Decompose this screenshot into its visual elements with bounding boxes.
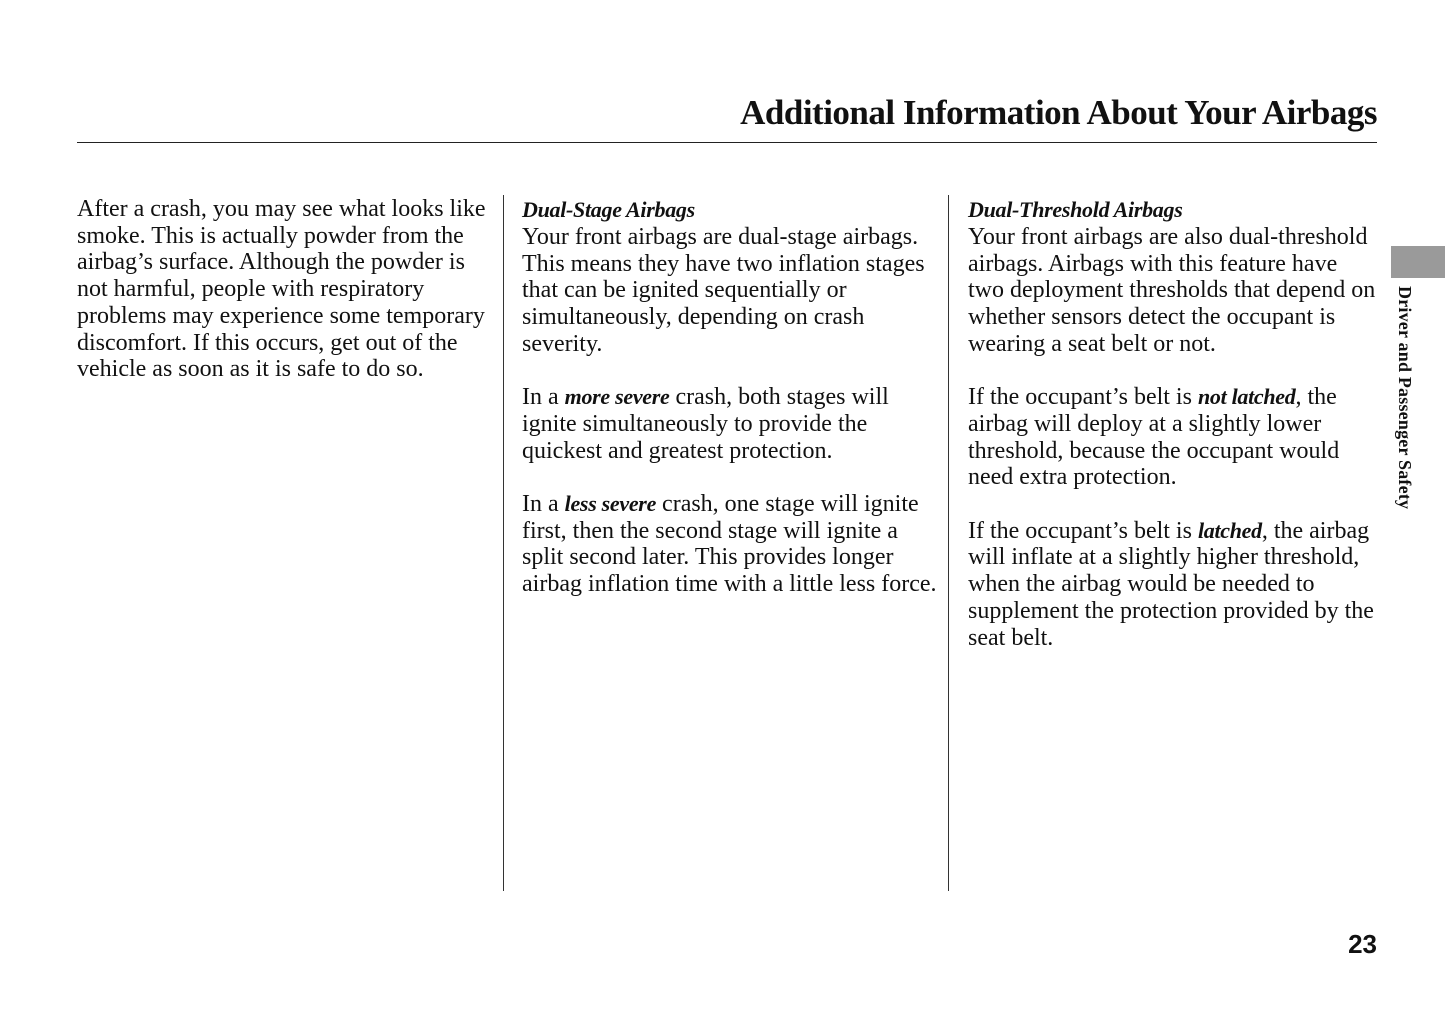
right-column [968,196,1378,678]
title-rule [77,142,1377,143]
section-tab-marker [1391,246,1445,278]
section-side-label: Driver and Passenger Safety [1395,286,1415,510]
dual-stage-intro-paragraph: Your front airbags are dual-stage airbags. This means they have two inflation stages that can be ignited sequentially or simultaneously, depending on crash severity. [522,224,925,357]
dual-threshold-intro-paragraph: Your front airbags are also dual-threshold airbags. Airbags with this feature have two deployment thresholds that depend on whether sensors detect the occupant is wearing a seat belt or not. [968,224,1376,357]
not-latched-emphasis: not latched [1197,384,1296,410]
latched-rest: , the airbag will inflate at a slightly higher threshold, when the airbag would be needed to supplement the protection provided by the seat belt. [968,517,1374,651]
less-severe-emphasis: less severe [564,491,657,516]
page-title: Additional Information About Your Airbags [740,93,1377,132]
dual-threshold-heading: Dual-Threshold Airbags [968,197,1183,222]
less-severe-rest: crash, one stage will ignite first, then the second stage will ignite a split second later. This provides longer airbag inflation time with a little less force. [522,491,937,598]
middle-column [522,196,937,625]
dual-stage-heading: Dual-Stage Airbags [522,197,695,222]
more-severe-emphasis: more severe [564,384,670,410]
left-column [77,196,487,410]
more-severe-lead: In a [522,384,565,411]
not-latched-paragraph [968,384,1378,491]
latched-emphasis: latched [1197,517,1262,543]
more-severe-rest: crash, both stages will ignite simultaneously to provide the quickest and greatest protection. [522,384,889,464]
less-severe-lead: In a [522,491,565,517]
column-divider-1 [503,195,504,891]
page-number: 23 [1348,929,1377,959]
not-latched-lead: If the occupant’s belt is [968,384,1198,411]
not-latched-rest: , the airbag will deploy at a slightly lower threshold, because the occupant would need extra protection. [968,384,1340,491]
more-severe-paragraph [522,384,937,464]
column-divider-2 [948,195,949,891]
less-severe-paragraph [522,491,937,598]
smoke-paragraph: After a crash, you may see what looks like smoke. This is actually powder from the airbag’s surface. Although the powder is not harmful, people with respiratory problems may experience some temporary discomfort. If this occurs, get out of the vehicle as soon as it is safe to do so. [77,196,486,383]
latched-lead: If the occupant’s belt is [968,517,1198,544]
latched-paragraph [968,518,1378,652]
